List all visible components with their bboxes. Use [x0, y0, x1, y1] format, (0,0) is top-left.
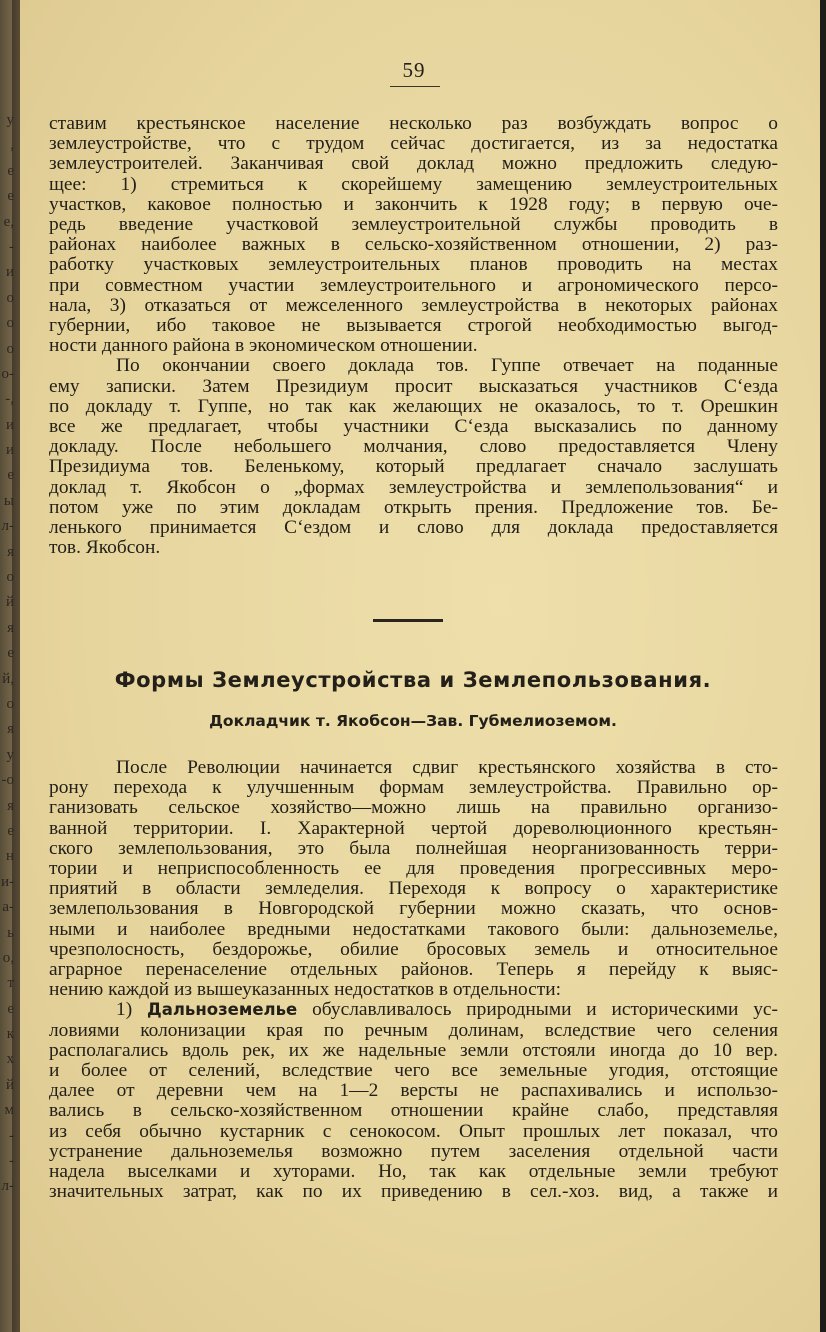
text-line: нала, 3) отказаться от межселенного землеустройства в некоторых районах	[49, 294, 778, 316]
text-line: ему записки. Затем Президиум просит высказаться участников С‘езда	[49, 375, 778, 397]
intro-text-block	[49, 114, 778, 558]
margin-fragment: -,	[5, 391, 14, 408]
margin-fragment: е	[7, 1000, 14, 1017]
text-line: вались в сельско-хозяйственном отношении крайне слабо, представляя	[49, 1100, 778, 1122]
text-line: землепользования в Новгородской губернии можно сказать, что основ-	[49, 898, 778, 920]
margin-fragment: к	[6, 1026, 14, 1043]
margin-fragment: л-	[1, 518, 14, 535]
text-line: чрезполосность, бездорожье, обилие бросовых земель и относительное	[49, 938, 778, 960]
margin-fragment: и-	[0, 873, 14, 890]
margin-fragment: у	[6, 112, 14, 128]
margin-fragment: о	[6, 289, 14, 306]
text-line: далее от деревни чем на 1—2 версты не распахивались и использо-	[49, 1080, 778, 1102]
margin-fragment: и	[5, 416, 14, 433]
margin-fragment: о	[6, 569, 14, 586]
text-line: тов. Якобсон.	[49, 537, 161, 559]
text-line: рону перехода к улучшенным формам землеустройства. Правильно ор-	[49, 777, 778, 799]
margin-fragment: я	[7, 721, 14, 738]
text-line: участков, каковое полностью и закончить к 1928 году; в первую оче-	[49, 193, 778, 215]
text-line: землеустроителей. Заканчивая свой доклад можно предложить следую-	[49, 153, 778, 175]
intro-paragraph-1	[49, 114, 778, 356]
previous-page-margin-text	[0, 108, 14, 1200]
text-line: ского землепользования, это была полнейшая неорганизованность терри-	[49, 837, 778, 859]
text-line: районах наиболее важных в сельско-хозяйственном отношении, 2) раз-	[49, 234, 778, 256]
text-line: и более от селений, вследствие чего все земельные угодия, отстоящие	[49, 1060, 778, 1082]
margin-fragment: я	[7, 797, 14, 814]
text-line: приятий в области земледелия. Переходя к вопросу о характеристике	[49, 878, 778, 900]
list-number: 1)	[116, 999, 147, 1021]
text-line: После Революции начинается сдвиг крестьянского хозяйства в сто-	[116, 757, 778, 778]
text-line: ности данного района в экономическом отношении.	[49, 335, 478, 357]
margin-fragment: м	[4, 1102, 14, 1119]
text-line: губернии, ибо таковое не вызывается строгой необходимостью выгод-	[49, 315, 778, 337]
text-line: докладу. После небольшего молчания, слово предоставляется Члену	[49, 436, 778, 458]
text-line: при совместном участии землеустроительного и агрономического персо-	[49, 274, 778, 296]
section-divider	[373, 619, 443, 622]
text-line: работку участковых землеустроительных планов проводить на местах	[49, 254, 778, 276]
report-text-block	[49, 758, 778, 1202]
text-line: ленького принимается С‘ездом и слово для доклада предоставляется	[49, 517, 778, 539]
margin-fragment: ,	[10, 137, 14, 154]
document-page	[20, 0, 820, 1332]
text-line: нению каждой из вышеуказанных недостатков в отдельности:	[49, 979, 561, 1001]
text-line: землеустройстве, что с трудом сейчас достигается, из за недостатка	[49, 133, 778, 155]
text-line: ловиями колонизации края по речным долинам, вследствие чего селения	[49, 1019, 778, 1041]
margin-fragment: я	[7, 619, 14, 636]
report-paragraph-2	[49, 1000, 778, 1202]
margin-fragment: й	[5, 1076, 14, 1093]
text-line: аграрное перенаселение отдельных районов. Теперь я перейду к выяс-	[49, 959, 778, 981]
margin-fragment: у	[6, 746, 14, 763]
speaker-line: Докладчик т. Якобсон—Зав. Губмелиоземом.	[209, 712, 617, 730]
intro-paragraph-2	[49, 356, 778, 558]
text-line: щее: 1) стремиться к скорейшему замещению землеустроительных	[49, 173, 778, 195]
margin-fragment: -	[9, 238, 14, 255]
margin-fragment: н	[5, 848, 14, 865]
text-line	[49, 1000, 778, 1020]
margin-fragment: е,	[3, 213, 14, 230]
text-line: тории и неприспособленность ее для проведения прогрессивных меро-	[49, 858, 778, 880]
margin-fragment: т	[7, 975, 14, 992]
text-line: ванной территории. I. Характерной чертой дореволюционного крестьян-	[49, 817, 778, 839]
text-line: Президиума тов. Беленькому, который предлагает сначало заслушать	[49, 456, 778, 478]
margin-fragment: е	[7, 162, 14, 179]
margin-fragment: е	[7, 822, 14, 839]
text-line: располагались вдоль рек, их же надельные земли отстояли иногда до 10 вер.	[49, 1039, 778, 1061]
margin-fragment: й	[5, 594, 14, 611]
margin-fragment: и	[5, 442, 14, 459]
margin-fragment: о	[6, 340, 14, 357]
margin-fragment: л-	[1, 1178, 14, 1195]
text-line: надела выселками и хуторами. Но, так как отдельные земли требуют	[49, 1161, 778, 1183]
text-line: устранение дальноземелья возможно путем заселения отдельной части	[49, 1140, 778, 1162]
section-title: Формы Землеустройства и Землепользования.	[114, 668, 712, 692]
text-line: доклад т. Якобсон о „формах землеустройства и землепользования“ и	[49, 476, 778, 498]
margin-fragment: я	[7, 543, 14, 560]
page-number-underline	[390, 86, 440, 87]
margin-fragment: х	[6, 1051, 14, 1068]
margin-fragment: о	[6, 315, 14, 332]
margin-fragment: о-	[1, 365, 14, 382]
margin-fragment: -	[9, 1153, 14, 1170]
bold-term: Дальноземелье	[147, 1000, 298, 1020]
text-line: из себя обычно кустарник с сенокосом. Опыт прошлых лет показал, что	[49, 1120, 778, 1142]
text-line: значительных затрат, как по их приведению в сел.-хоз. вид, а также и	[49, 1181, 778, 1203]
text-line: редь введение участковой землеустроительной службы проводить в	[49, 214, 778, 236]
text-line: ными и наиболее вредными недостатками такового были: дальноземелье,	[49, 918, 778, 940]
margin-fragment: и	[5, 264, 14, 281]
margin-fragment: о,	[2, 949, 14, 966]
margin-fragment: е	[7, 467, 14, 484]
margin-fragment: -о	[1, 772, 14, 789]
report-paragraph-1	[49, 758, 778, 1000]
text-line: ставим крестьянское население несколько раз возбуждать вопрос о	[49, 113, 778, 134]
margin-fragment: ы	[3, 492, 14, 509]
margin-fragment: е	[7, 645, 14, 662]
text-line: По окончании своего доклада тов. Гуппе отвечает на поданные	[116, 355, 778, 377]
margin-fragment: ь	[7, 924, 14, 941]
margin-fragment: е	[7, 188, 14, 205]
text-line: потом уже по этим докладам открыть прения. Предложение тов. Бе-	[49, 496, 778, 518]
margin-fragment: й,	[2, 670, 14, 687]
text-line: все же предлагает, чтобы участники С‘езда высказались по данному	[49, 416, 778, 438]
text-line: ганизовать сельское хозяйство—можно лишь на правильно организо-	[49, 797, 778, 819]
line-remainder: обуславливалось природными и историческими ус-	[297, 999, 778, 1021]
margin-fragment: а-	[2, 899, 14, 916]
margin-fragment: -	[9, 1127, 14, 1144]
page-number: 59	[402, 58, 426, 82]
margin-fragment: о	[6, 695, 14, 712]
text-line: по докладу т. Гуппе, но так как желающих не оказалось, то т. Орешкин	[49, 395, 778, 417]
